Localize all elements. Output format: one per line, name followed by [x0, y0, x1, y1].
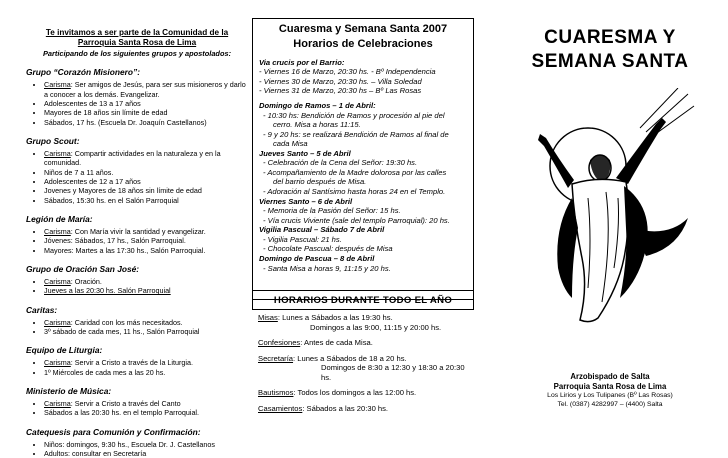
dark-drapery-left	[557, 198, 578, 298]
group-item-label: Carisma	[44, 398, 71, 408]
group-block	[26, 67, 248, 127]
group-item-text: Sábados a las 20:30 hs. en el templo Parroquial.	[44, 408, 200, 418]
group-item	[44, 277, 248, 286]
celebration-line: - Vía crucis Viviente (sale del templo Parroquial): 20 hs.	[263, 215, 450, 225]
group-item	[44, 408, 248, 417]
group-item	[44, 246, 248, 255]
group-item-text: Mayores de 18 años sin límite de edad	[44, 108, 168, 118]
group-item	[44, 227, 248, 236]
celebration-heading: Domingo de Pascua – 8 de Abril	[259, 253, 375, 263]
celebrations-list	[259, 58, 467, 273]
schedule-line	[258, 338, 474, 348]
group-item	[44, 186, 248, 195]
group-item	[44, 108, 248, 117]
schedule-text: : Todos los domingos a las 12:00 hs.	[293, 388, 417, 398]
group-title: Caritas:	[26, 304, 58, 315]
group-items	[26, 277, 248, 296]
schedule-line	[258, 354, 474, 364]
group-item-label: Carisma	[44, 227, 71, 237]
group-item-text: : Servir a Cristo a través de la Liturgia.	[70, 358, 194, 368]
celebration-line: - Celebración de la Cena del Señor: 19:30 hs.	[263, 158, 418, 168]
group-title: Grupo “Corazón Misionero”:	[26, 67, 140, 78]
group-item-text: Sábados, 17 hs. (Escuela Dr. Joaquín Castellanos)	[44, 117, 207, 127]
group-item-label: Carisma	[44, 148, 71, 158]
group-item	[44, 368, 248, 377]
celebration-line: - Chocolate Pascual: después de Misa	[263, 244, 393, 254]
celebration-line: - Vigilia Pascual: 21 hs.	[263, 234, 342, 244]
intro-line-2: Parroquia Santa Rosa de Lima	[77, 37, 197, 47]
group-items	[26, 358, 248, 377]
schedule-item	[258, 404, 474, 414]
group-block	[26, 386, 248, 418]
parish-name: Parroquia Santa Rosa de Lima	[553, 382, 667, 392]
group-item-text: : Servir a Cristo a través del Canto	[70, 398, 181, 408]
parish-footer	[500, 372, 720, 410]
raised-left-arm	[538, 134, 574, 188]
group-item-label: Carisma	[44, 277, 71, 287]
archdiocese-name: Arzobispado de Salta	[570, 372, 650, 381]
groups-column	[26, 28, 248, 458]
intro-line-1: Te invitamos a ser parte de la Comunidad de la	[45, 28, 229, 37]
celebration-line: - Viernes 16 de Marzo, 20:30 hs. - Bº Independencia	[259, 67, 436, 77]
group-item-text: : Caridad con los más necesitados.	[70, 317, 183, 327]
group-item	[44, 196, 248, 205]
year-schedule-list	[258, 313, 474, 420]
group-title: Grupo de Oración San José:	[26, 264, 140, 275]
group-items	[26, 80, 248, 127]
schedule-label: Confesiones	[258, 338, 301, 348]
celebration-line: cerro. Misa a horas 11:15.	[273, 120, 361, 130]
celebrations-box	[252, 18, 474, 300]
group-title: Legión de María:	[26, 214, 93, 225]
group-items	[26, 149, 248, 205]
group-block	[26, 136, 248, 205]
light-rays	[640, 88, 694, 138]
year-schedule-title: HORARIOS DURANTE TODO EL AÑO	[273, 294, 453, 306]
cover-title-line-2: SEMANA SANTA	[531, 50, 689, 72]
group-item-text: Mayores: Martes a las 17:30 hs., Salón Parroquial.	[44, 245, 206, 255]
group-item-text: Sábados, 15:30 hs. en el Salón Parroquial	[44, 195, 179, 205]
group-item	[44, 168, 248, 177]
group-item	[44, 440, 248, 449]
year-schedule-header	[252, 290, 474, 310]
group-item	[44, 449, 248, 458]
celebrations-title	[259, 22, 467, 52]
group-items	[26, 318, 248, 337]
celebration-line: - Adoración al Santísimo hasta horas 24 en el Templo.	[263, 187, 446, 196]
schedule-label: Secretaría	[258, 353, 294, 363]
schedule-line	[258, 313, 474, 323]
group-block	[26, 427, 248, 458]
parish-phone: Tel. (0387) 4282997 – (4400) Salta	[557, 401, 663, 409]
cover-title	[510, 26, 710, 74]
group-items	[26, 440, 248, 458]
group-item	[44, 149, 248, 168]
celebration-line: - Memoria de la Pasión del Señor: 15 hs.	[263, 206, 401, 216]
schedule-label: Bautismos	[258, 388, 294, 398]
group-item-text: Adolescentes de 12 a 17 años	[44, 177, 141, 187]
celebration-line: - 9 y 20 hs: se realizará Bendición de Ramos al final de	[263, 129, 449, 139]
group-item-label: Carisma	[44, 80, 71, 90]
celebrations-title-line-1: Cuaresma y Semana Santa 2007	[278, 23, 448, 35]
group-title: Equipo de Liturgia:	[26, 345, 103, 356]
group-item	[44, 358, 248, 367]
group-item	[44, 286, 248, 295]
celebration-line: - 10:30 hs: Bendición de Ramos y procesión al pie del	[263, 110, 445, 120]
group-item-text: : Compartir actividades en la naturaleza y en la comunidad.	[44, 148, 221, 168]
group-item	[44, 399, 248, 408]
group-item-text: 1º Miércoles de cada mes a las 20 hs.	[44, 367, 166, 377]
celebration-line: - Viernes 30 de Marzo, 20:30 hs. – Villa Soledad	[259, 76, 422, 86]
group-item	[44, 318, 248, 327]
schedule-text: : Lunes a Sábados a las 19:30 hs.	[277, 313, 393, 322]
group-block	[26, 264, 248, 296]
group-item	[44, 327, 248, 336]
group-item-label: Jueves a las 20:30 hs. Salón Parroquial	[44, 286, 171, 296]
schedule-line	[258, 388, 474, 398]
cover-title-line-1: CUARESMA Y	[544, 27, 676, 48]
celebration-line: - Acompañamiento de la Madre dolorosa por las calles	[263, 167, 447, 177]
group-block	[26, 345, 248, 377]
schedule-item	[258, 313, 474, 332]
group-item-text: Adolescentes de 13 a 17 años	[44, 98, 141, 108]
group-block	[26, 214, 248, 255]
group-block	[26, 305, 248, 337]
group-item-label: Carisma	[44, 358, 71, 368]
schedule-item	[258, 388, 474, 398]
schedule-label: Misas	[258, 313, 278, 322]
intro-subtitle: Participando de los siguientes grupos y apostolados:	[42, 48, 232, 58]
schedule-line	[258, 404, 474, 414]
schedule-item	[258, 354, 474, 383]
group-item-text: : Con María vivir la santidad y evangelizar.	[70, 227, 206, 237]
schedule-text: : Lunes a Sábados de 18 a 20 hs.	[293, 353, 407, 363]
parish-address: Los Lirios y Los Tulipanes (Bº Las Rosas)	[547, 392, 673, 400]
celebration-line: cada Misa	[273, 139, 308, 149]
celebration-heading: Via crucis por el Barrio:	[259, 57, 345, 67]
group-item-text: Niños: domingos, 9:30 hs., Escuela Dr. J. Castellanos	[44, 439, 215, 449]
group-item	[44, 118, 248, 127]
schedule-text: : Sábados a las 20:30 hs.	[302, 403, 389, 413]
celebration-heading: Jueves Santo – 5 de Abril	[259, 148, 351, 158]
group-item	[44, 177, 248, 186]
group-item	[44, 80, 248, 99]
group-item-text: 3º sábado de cada mes, 11 hs., Salón Parroquial	[44, 327, 200, 337]
celebration-line: - Santa Misa a horas 9, 11:15 y 20 hs.	[263, 263, 391, 273]
schedule-label: Casamientos	[258, 403, 303, 413]
schedule-item	[258, 338, 474, 348]
celebration-line: - Viernes 31 de Marzo, 20:30 hs – Bº Las Rosas	[259, 86, 422, 96]
group-item-label: Carisma	[44, 317, 71, 327]
group-item-text: Jovenes y Mayores de 18 años sin límite de edad	[44, 186, 202, 196]
schedule-line-cont: Domingos de 8:30 a 12:30 y 18:30 a 20:30 hs.	[321, 363, 465, 382]
intro-heading	[26, 28, 248, 48]
group-item	[44, 236, 248, 245]
celebration-heading: Viernes Santo – 6 de Abril	[259, 196, 353, 206]
group-item-text: : Oración.	[70, 277, 102, 287]
celebration-heading: Domingo de Ramos – 1 de Abril:	[259, 100, 376, 110]
group-item-text: Jóvenes: Sábados, 17 hs., Salón Parroquial.	[44, 236, 186, 246]
group-title: Catequesis para Comunión y Confirmación:	[26, 426, 201, 437]
group-item-text: : Ser amigos de Jesús, para ser sus misioneros y darlo a conocer a los demás. Evangelizar.	[44, 80, 246, 99]
groups-list	[26, 67, 248, 458]
schedule-text: : Antes de cada Misa.	[300, 338, 373, 348]
celebration-line: del barrio después de Misa.	[273, 177, 367, 187]
schedule-line-cont: Domingos a las 9:00, 11:15 y 20:00 hs.	[310, 322, 442, 332]
robe	[572, 179, 629, 321]
celebrations-title-line-2: Horarios de Celebraciones	[293, 37, 433, 50]
group-item	[44, 99, 248, 108]
group-items	[26, 399, 248, 418]
group-title: Grupo Scout:	[26, 136, 80, 147]
group-item-text: Adultos: consultar en Secretaría	[44, 448, 147, 458]
group-item-text: Niños de 7 a 11 años.	[44, 167, 114, 177]
group-items	[26, 227, 248, 255]
risen-christ-illustration	[528, 88, 698, 328]
group-title: Ministerio de Música:	[26, 386, 112, 397]
celebration-heading: Vigilia Pascual – Sábado 7 de Abril	[259, 225, 385, 235]
